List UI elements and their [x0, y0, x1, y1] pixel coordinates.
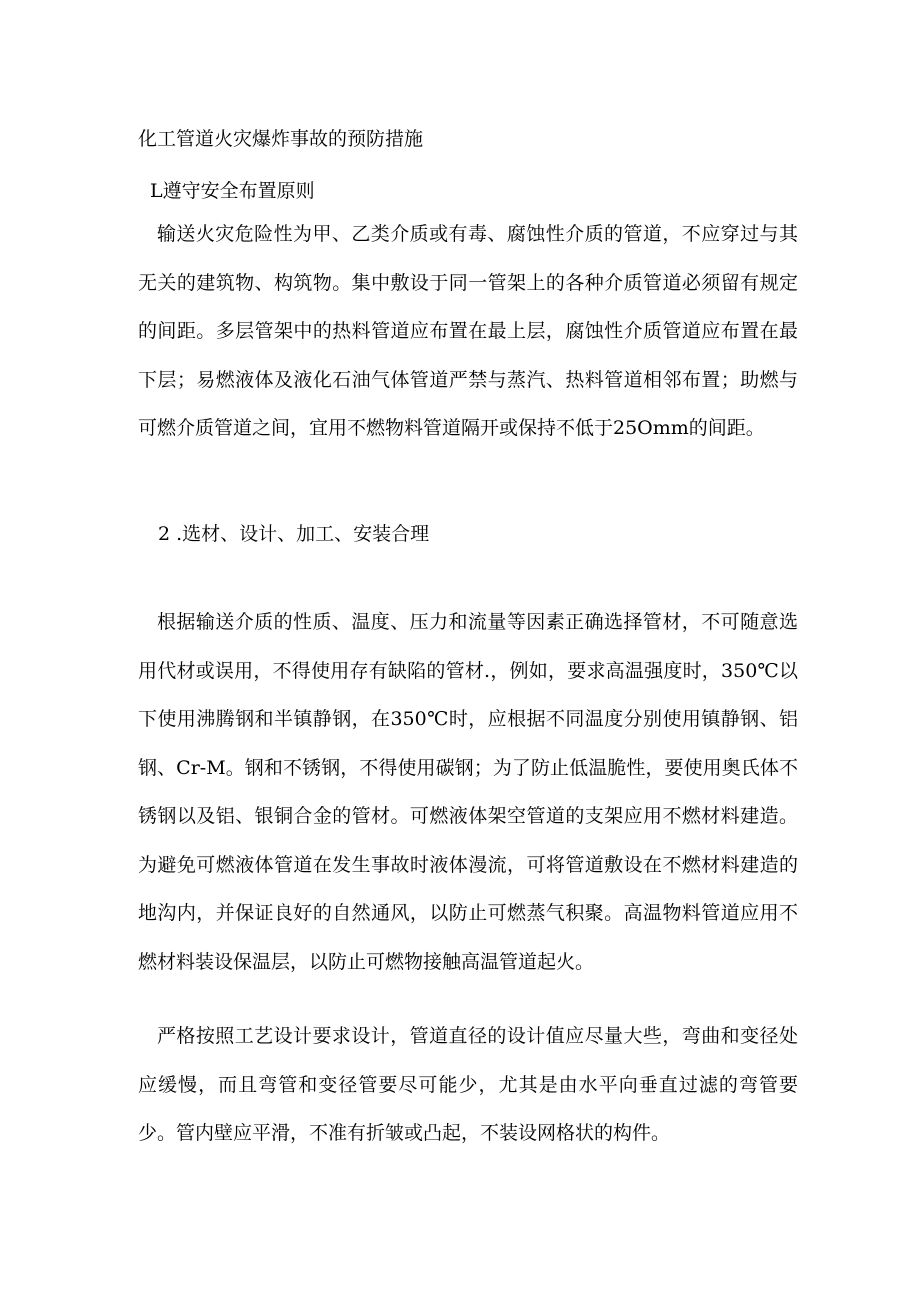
section-2-paragraph-1: 根据输送介质的性质、温度、压力和流量等因素正确选择管材，不可随意选用代材或误用，不得使用存有缺陷的管材.，例如，要求高温强度时，350℃以下使用沸腾钢和半镇静钢，在350℃时，应根据不同温度分别使用镇静钢、铝钢、Cr-M。钢和不锈钢，不得使用碳钢；为了防止低温脆性，要使用奥氏体不锈钢以及铝、银铜合金的管材。可燃液体架空管道的支架应用不燃材料建造。为避免可燃液体管道在发生事故时液体漫流，可将管道敷设在不燃材料建造的地沟内，并保证良好的自然通风，以防止可燃蒸气积聚。高温物料管道应用不燃材料装设保温层，以防止可燃物接触高温管道起火。: [138, 611, 798, 973]
section-heading-2: 2 .选材、设计、加工、安装合理: [158, 523, 430, 545]
section-heading-1: L遵守安全布置原则: [150, 180, 315, 202]
section-1-paragraph: 输送火灾危险性为甲、乙类介质或有毒、腐蚀性介质的管道，不应穿过与其无关的建筑物、构筑物。集中敷设于同一管架上的各种介质管道必须留有规定的间距。多层管架中的热料管道应布置在最上层，腐蚀性介质管道应布置在最下层；易燃液体及液化石油气体管道严禁与蒸汽、热料管道相邻布置；助燃与可燃介质管道之间，宜用不燃物料管道隔开或保持不低于25Omm的间距。: [138, 223, 798, 439]
section-2-paragraph-2: 严格按照工艺设计要求设计，管道直径的设计值应尽量大些，弯曲和变径处应缓慢，而且弯管和变径管要尽可能少，尤其是由水平向垂直过滤的弯管要少。管内壁应平滑，不准有折皱或凸起，不装设网格状的构件。: [138, 1025, 798, 1144]
document-title: 化工管道火灾爆炸事故的预防措施: [138, 128, 424, 150]
